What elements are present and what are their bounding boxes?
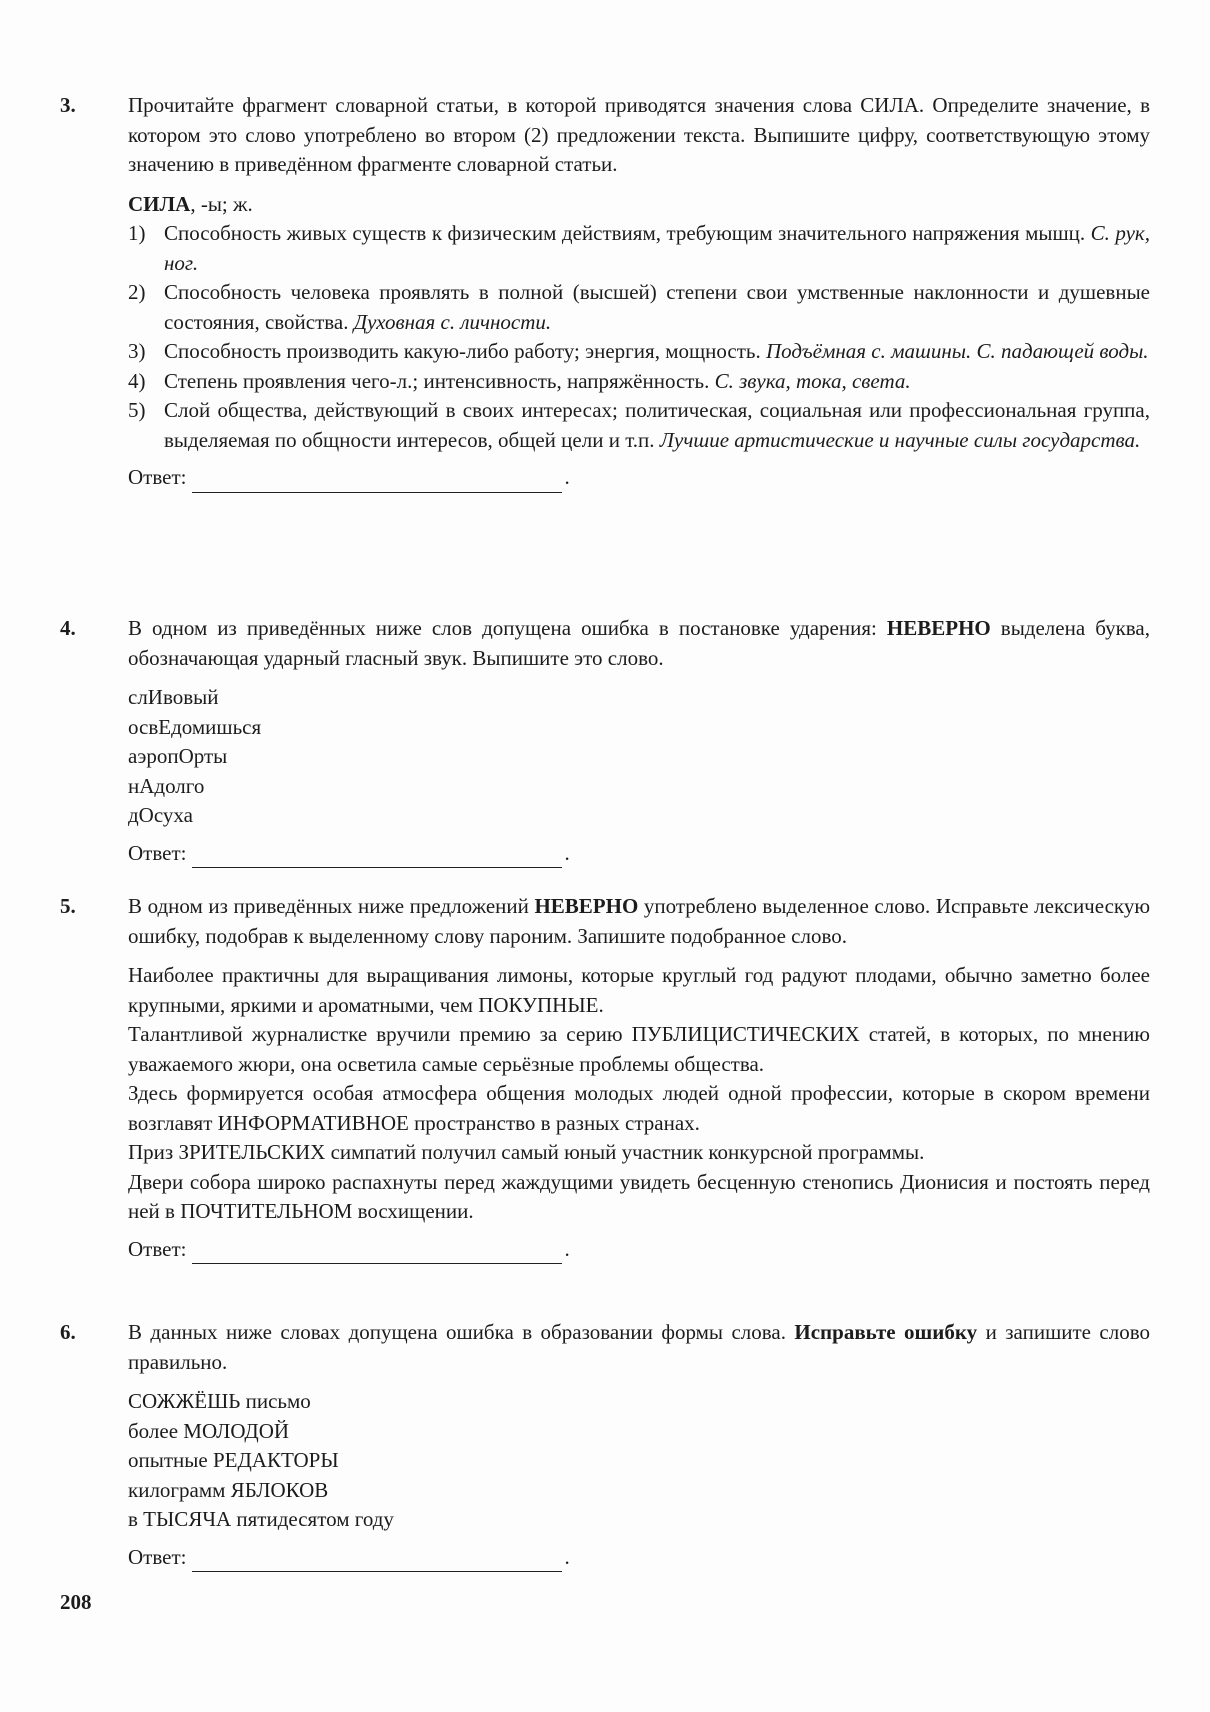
word-item: дОсуха (128, 803, 193, 827)
answer-label: Ответ: (128, 1236, 187, 1261)
definition-item: 3) Способность производить какую-либо работу; энергия, мощность. Подъёмная с. машины. С. падающей воды. (128, 339, 1149, 363)
answer-row: Ответ: . (128, 839, 1150, 869)
task-6 (60, 1318, 1150, 1572)
task-prompt: Прочитайте фрагмент словарной статьи, в которой приводятся значения слова СИЛА. Определите значение, в котором это слово употреблено во втором (2) предложении текста. Выпишите цифру, соответствующую этому значению в приведённом фрагменте словарной статьи. (128, 93, 1150, 176)
dictionary-entry-head (128, 190, 1150, 220)
task-5 (60, 892, 1150, 1264)
task-prompt: В одном из приведённых ниже предложений НЕВЕРНО употреблено выделенное слово. Исправьте лексическую ошибку, подобрав к выделенному слову пароним. Запишите подобранное слово. (128, 894, 1151, 948)
task-prompt: В одном из приведённых ниже слов допущена ошибка в постановке ударения: НЕВЕРНО выделена буква, обозначающая ударный гласный звук. Выпишите это слово. (128, 616, 1150, 670)
definition-item: 5) Слой общества, действующий в своих интересах; политическая, социальная или профессиональная группа, выделяемая по общности интересов, общей цели и т.п. Лучшие артистические и научные силы государства. (128, 398, 1150, 452)
headword: СИЛА (128, 191, 191, 216)
word-item: более МОЛОДОЙ (128, 1418, 290, 1443)
answer-label: Ответ: (128, 465, 187, 489)
answer-label: Ответ: (128, 840, 187, 865)
answer-row: Ответ: . (128, 1235, 1150, 1265)
definition-item: 4) Степень проявления чего-л.; интенсивность, напряжённость. С. звука, тока, света. (128, 368, 911, 393)
word-item: опытные РЕДАКТОРЫ (128, 1448, 339, 1472)
answer-row: Ответ: . (128, 1543, 1150, 1573)
sentence-item: Двери собора широко распахнуты перед жаждущими увидеть бесценную стенопись Дионисия и постоять перед ней в ПОЧТИТЕЛЬНОМ восхищении. (128, 1169, 1150, 1223)
task-4 (60, 614, 1150, 868)
headword-grammar: , -ы; ж. (190, 191, 253, 216)
task-number: 3. (60, 93, 76, 117)
word-item: аэропОрты (128, 744, 228, 768)
task-prompt: В данных ниже словах допущена ошибка в образовании формы слова. Исправьте ошибку и запишите слово правильно. (128, 1320, 1150, 1374)
sentence-item: Здесь формируется особая атмосфера общения молодых людей одной профессии, которые в скором времени возглавят ИНФОРМАТИВНОЕ пространство в разных странах. (128, 1081, 1150, 1135)
word-item: нАдолго (128, 773, 205, 798)
answer-row: Ответ: . (128, 463, 1150, 493)
word-item: килограмм ЯБЛОКОВ (128, 1477, 329, 1502)
sentence-item: Приз ЗРИТЕЛЬСКИХ симпатий получил самый юный участник конкурсной программы. (128, 1140, 925, 1164)
answer-label: Ответ: (128, 1544, 187, 1569)
definition-item: 1) Способность живых существ к физическим действиям, требующим значительного напряжения мышц. С. рук, ног. (128, 221, 1150, 275)
page-number: 208 (60, 1590, 92, 1614)
word-item: СОЖЖЁШЬ письмо (128, 1389, 311, 1413)
word-item: в ТЫСЯЧА пятидесятом году (128, 1507, 394, 1531)
sentence-item: Талантливой журналистке вручили премию за серию ПУБЛИЦИСТИЧЕСКИХ статей, в которых, по мнению уважаемого жюри, она осветила самые серьёзные проблемы общества. (128, 1022, 1150, 1076)
task-3 (60, 91, 1150, 493)
definition-item: 2) Способность человека проявлять в полной (высшей) степени свои умственные наклонности и душевные состояния, свойства. Духовная с. личности. (128, 280, 1150, 334)
task-number: 4. (60, 616, 76, 640)
word-item: слИвовый (128, 685, 219, 709)
sentence-item: Наиболее практичны для выращивания лимоны, которые круглый год радуют плодами, обычно заметно более крупными, яркими и ароматными, чем ПОКУПНЫЕ. (128, 963, 1150, 1017)
answer-field[interactable] (192, 845, 562, 868)
answer-field[interactable] (192, 1549, 562, 1572)
word-item: освЕдомишься (128, 714, 262, 739)
answer-field[interactable] (192, 470, 562, 493)
answer-field[interactable] (192, 1241, 562, 1264)
task-number: 6. (60, 1320, 76, 1344)
task-number: 5. (60, 894, 76, 918)
